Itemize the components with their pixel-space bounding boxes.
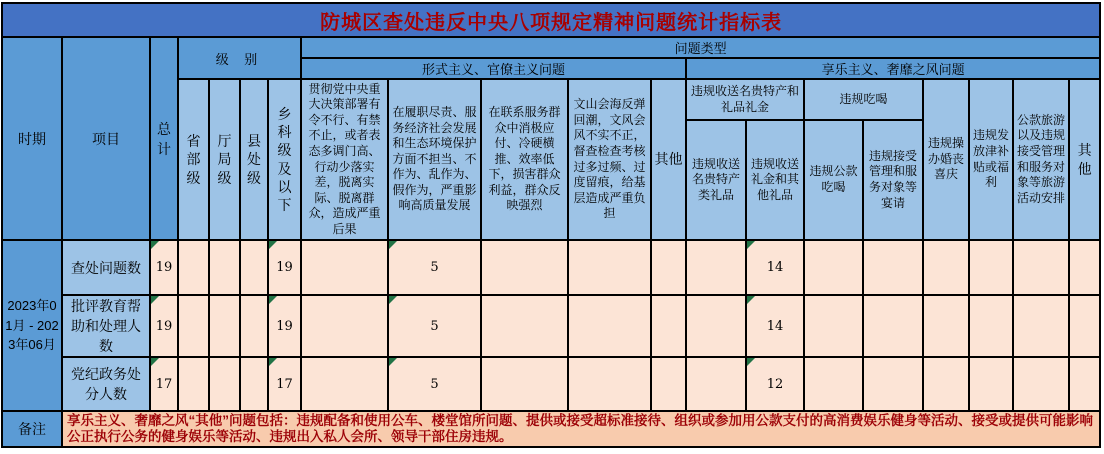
header-dining-group[interactable]: 违规吃喝: [804, 79, 923, 120]
data-cell[interactable]: [969, 357, 1013, 411]
data-cell[interactable]: [1069, 357, 1100, 411]
data-cell[interactable]: [1013, 295, 1069, 357]
data-cell[interactable]: [568, 295, 651, 357]
cell-note-triangle-icon: [747, 296, 755, 304]
data-cell[interactable]: 12: [746, 357, 804, 411]
data-cell[interactable]: [481, 240, 568, 295]
data-cell[interactable]: [863, 357, 923, 411]
data-cell[interactable]: [301, 357, 388, 411]
data-cell[interactable]: [1013, 357, 1069, 411]
data-cell[interactable]: [804, 357, 863, 411]
header-level-province[interactable]: 省部级: [178, 79, 209, 240]
data-cell[interactable]: [923, 295, 969, 357]
header-wedding-col[interactable]: 违规操办婚丧喜庆: [923, 79, 969, 240]
data-cell[interactable]: [651, 240, 686, 295]
remark-label[interactable]: 备注: [2, 411, 62, 447]
data-cell[interactable]: [651, 357, 686, 411]
header-period[interactable]: 时期: [2, 37, 62, 240]
data-cell[interactable]: 19: [150, 240, 178, 295]
data-cell[interactable]: 19: [268, 295, 301, 357]
data-cell[interactable]: [804, 240, 863, 295]
cell-note-triangle-icon: [389, 241, 397, 249]
header-formalism-group[interactable]: 形式主义、官僚主义问题: [301, 58, 686, 79]
cell-note-triangle-icon: [151, 296, 159, 304]
header-level-county[interactable]: 县处级: [240, 79, 268, 240]
data-cell[interactable]: [923, 240, 969, 295]
data-cell[interactable]: [804, 295, 863, 357]
header-allowance-col[interactable]: 违规发放津补贴或福利: [969, 79, 1013, 240]
data-cell[interactable]: [209, 240, 240, 295]
data-cell[interactable]: 5: [388, 357, 481, 411]
data-cell[interactable]: [568, 240, 651, 295]
data-cell[interactable]: [969, 240, 1013, 295]
data-cell[interactable]: [568, 357, 651, 411]
data-cell[interactable]: [301, 295, 388, 357]
table-title[interactable]: 防城区查处违反中央八项规定精神问题统计指标表: [2, 3, 1100, 37]
data-cell[interactable]: [301, 240, 388, 295]
header-travel-col[interactable]: 公款旅游以及违规接受管理和服务对象等旅游活动安排: [1013, 79, 1069, 240]
header-dining-banquet[interactable]: 违规接受管理和服务对象等宴请: [863, 120, 923, 240]
header-gift-group[interactable]: 违规收送名贵特产和礼品礼金: [686, 79, 804, 120]
data-cell[interactable]: [1013, 240, 1069, 295]
header-hedonism-other[interactable]: 其他: [1069, 79, 1100, 240]
header-formalism-col-4[interactable]: 文山会海反弹回潮，文风会风不实不正，督查检查考核过多过频、过度留痕，给基层造成严重负担: [568, 79, 651, 240]
data-cell[interactable]: [686, 295, 746, 357]
header-formalism-col-1[interactable]: 贯彻党中央重大决策部署有令不行、有禁不止，或者表态多调门高、行动少落实差，脱离实际、脱离群众，造成严重后果: [301, 79, 388, 240]
data-cell[interactable]: [863, 295, 923, 357]
data-cell[interactable]: [1069, 240, 1100, 295]
header-dining-public-funds[interactable]: 违规公款吃喝: [804, 120, 863, 240]
data-cell[interactable]: 5: [388, 240, 481, 295]
data-cell[interactable]: [240, 357, 268, 411]
data-cell[interactable]: [481, 357, 568, 411]
data-cell[interactable]: 5: [388, 295, 481, 357]
data-cell[interactable]: 14: [746, 295, 804, 357]
cell-note-triangle-icon: [269, 241, 277, 249]
header-gift-cash[interactable]: 违规收送礼金和其他礼品: [746, 120, 804, 240]
cell-note-triangle-icon: [151, 358, 159, 366]
header-formalism-col-3[interactable]: 在联系服务群众中消极应付、冷硬横推、效率低下，损害群众利益，群众反映强烈: [481, 79, 568, 240]
header-hedonism-group[interactable]: 享乐主义、奢靡之风问题: [686, 58, 1100, 79]
data-cell[interactable]: [240, 240, 268, 295]
cell-note-triangle-icon: [389, 296, 397, 304]
data-cell[interactable]: [923, 357, 969, 411]
remark-text[interactable]: 享乐主义、奢靡之风“其他”问题包括：违规配备和使用公车、楼堂馆所问题、提供或接受超标准接待、组织或参加用公款支付的高消费娱乐健身等活动、接受或提供可能影响公正执行公务的健身娱乐等活动、违规出入私人会所、领导干部住房违规。: [62, 411, 1100, 447]
cell-note-triangle-icon: [747, 358, 755, 366]
data-cell[interactable]: [1069, 295, 1100, 357]
data-cell[interactable]: [178, 357, 209, 411]
header-level-group[interactable]: 级 别: [178, 37, 301, 79]
data-cell[interactable]: [240, 295, 268, 357]
period-cell[interactable]: 2023年01月 - 2023年06月: [2, 240, 62, 411]
cell-note-triangle-icon: [747, 241, 755, 249]
cell-note-triangle-icon: [151, 241, 159, 249]
data-cell[interactable]: [178, 240, 209, 295]
data-cell[interactable]: 17: [268, 357, 301, 411]
statistics-table: [1, 2, 1101, 448]
data-cell[interactable]: 14: [746, 240, 804, 295]
header-level-township[interactable]: 乡科级及以下: [268, 79, 301, 240]
data-cell[interactable]: [686, 240, 746, 295]
data-cell[interactable]: [209, 295, 240, 357]
data-cell[interactable]: [651, 295, 686, 357]
data-cell[interactable]: [686, 357, 746, 411]
data-cell[interactable]: [481, 295, 568, 357]
data-cell[interactable]: [178, 295, 209, 357]
row-label-persons-helped[interactable]: 批评教育帮助和处理人数: [62, 295, 150, 357]
data-cell[interactable]: [209, 357, 240, 411]
cell-note-triangle-icon: [269, 358, 277, 366]
cell-note-triangle-icon: [269, 296, 277, 304]
data-cell[interactable]: 19: [268, 240, 301, 295]
data-cell[interactable]: [969, 295, 1013, 357]
header-formalism-other[interactable]: 其他: [651, 79, 686, 240]
header-total[interactable]: 总计: [150, 37, 178, 240]
header-gift-specialty[interactable]: 违规收送名贵特产类礼品: [686, 120, 746, 240]
data-cell[interactable]: [863, 240, 923, 295]
data-cell[interactable]: 17: [150, 357, 178, 411]
header-formalism-col-2[interactable]: 在履职尽责、服务经济社会发展和生态环境保护方面不担当、不作为、乱作为、假作为，严重影响高质量发展: [388, 79, 481, 240]
header-item[interactable]: 项目: [62, 37, 150, 240]
row-label-problems-found[interactable]: 查处问题数: [62, 240, 150, 295]
row-label-persons-disciplined[interactable]: 党纪政务处分人数: [62, 357, 150, 411]
data-cell[interactable]: 19: [150, 295, 178, 357]
header-level-department[interactable]: 厅局级: [209, 79, 240, 240]
cell-note-triangle-icon: [389, 358, 397, 366]
header-problem-type-group[interactable]: 问题类型: [301, 37, 1100, 58]
